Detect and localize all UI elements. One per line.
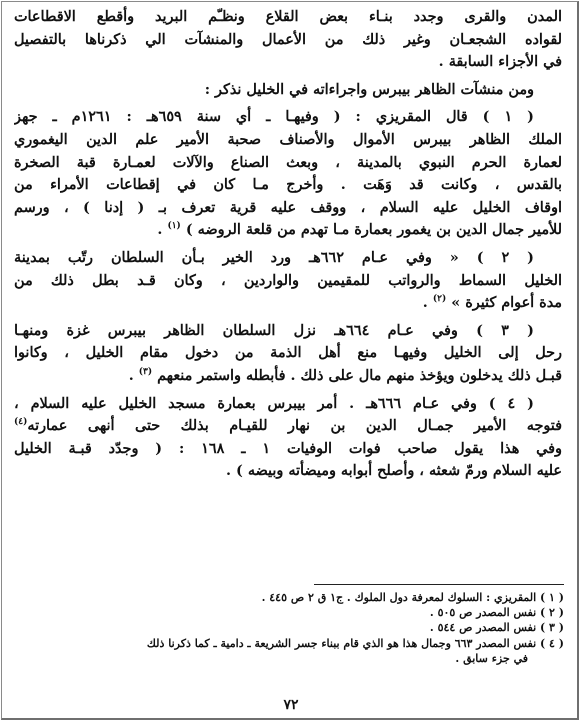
- text-span: فتوجه الأمير جمـال الدين بن نهار للقيـام بذلك حتى أنهى عمارته: [27, 417, 562, 435]
- page-body: [14, 6, 562, 483]
- lead-line: ومن منشآت الظاهر بيبرس واجراءاته في الخليل نذكر :: [204, 80, 534, 98]
- footnote-marker: (٤): [14, 417, 28, 428]
- text-span: للأمير جمال الدين بن يغمور بعمارة مـا تهدم من قلعة الروضه ): [185, 221, 562, 239]
- text-line: اوقاف الخليل عليه السلام ، ووقف عليه قرية تعرف بـ ( إدنا ) ، ورسم: [14, 198, 562, 216]
- text-line: في الأجزاء السابقة .: [438, 53, 562, 71]
- text-line: الخليل السماط والرواتب للمقيمين والواردين ، وكان قـد بطل ذلك من: [14, 271, 562, 289]
- text-line: الملك الظاهر بيبرس الأموال والأصناف صحبة الأمير علم الدين اليغموري: [14, 130, 562, 148]
- text-line: بالقدس ، وكانت قد وَهَت . وأخرج مـا كان في إقطاعات الأمراء من: [14, 176, 562, 194]
- item-3: [14, 320, 562, 388]
- footnote-marker: (١): [167, 221, 181, 232]
- footnote-1: ( ١ ) المقريزي : السلوك لمعرفة دول الملوك . ج١ ق ٢ ص ٤٤٥ .: [261, 591, 564, 604]
- footnotes: [44, 590, 564, 666]
- text-line-with-note: قبـل ذلك يدخلون ويؤخذ منهم مال على ذلك . فأبطله واستمر منعهم $^{(٣)}$ .: [128, 366, 562, 384]
- footnote-divider: [314, 584, 564, 585]
- footnote-3: ( ٣ ) نفس المصدر ص ٥٤٤ .: [429, 621, 564, 635]
- text-line: ( ٢ ) « وفي عـام ٦٦٢هـ ورد الخير بـأن السلطان رتّب بمدينة: [14, 248, 534, 266]
- text-line: لقواده الشجعـان وغير ذلك من الأعمال والمنشآت الي ذكرناها بالتفصيل: [14, 30, 562, 48]
- page-number: ٧٢: [283, 697, 299, 713]
- text-span: عليه السلام ورمّ شعثه ، وأصلح أبوابه وميضأته وبيضه ): [236, 462, 562, 480]
- footnote-marker: (٣): [138, 367, 153, 378]
- text-line-with-note: مدة أعوام كثيرة » $^{(٢)}$ .: [422, 294, 562, 312]
- intro-paragraph: [14, 6, 562, 74]
- footnote-4: ( ٤ ) نفس المصدر ٦٦٣ وجمال هذا هو الذي قام ببناء جسر الشريعة ـ دامية ـ كما ذكرنا ذلك: [146, 636, 564, 650]
- footnote-4-continued: في جزء سابق .: [455, 651, 528, 665]
- text-span: مدة أعوام كثيرة »: [451, 294, 562, 312]
- text-line-with-note: للأمير جمال الدين بن يغمور بعمارة مـا تهدم من قلعة الروضه ) $^{(١)}$ .: [157, 221, 562, 239]
- text-line: ( ١ ) قال المقريزي : ( وفيهـا ـ أي سنة ٦٥٩هـ : ١٢٦١م ـ جهز: [14, 108, 534, 126]
- text-line: المدن والقرى وجدد بنـاء بعض القلاع ونظـّم البريد وأقطع الاقطاعات: [14, 8, 562, 25]
- text-line: ( ٤ ) وفي عـام ٦٦٦هـ . أمر بيبرس بعمارة مسجد الخليل عليه السلام ،: [14, 394, 534, 412]
- text-line: وفي هذا يقول صاحب فوات الوفيات ١ ـ ١٦٨ : ( وجدّد قبـة الخليل: [14, 439, 562, 457]
- item-1: [14, 106, 562, 242]
- item-2: [14, 247, 562, 315]
- footnote-2: ( ٢ ) نفس المصدر ص ٥٠٥ .: [429, 606, 564, 620]
- text-line: عليه السلام ورمّ شعثه ، وأصلح أبوابه وميضأته وبيضه ) .: [225, 462, 562, 480]
- text-span: قبـل ذلك يدخلون ويؤخذ منهم مال على ذلك . فأبطله واستمر منعهم: [157, 366, 562, 384]
- text-line: لعمارة الحرم النبوي بالمدينة ، وبعث الصناع والآلات لعمـارة قبة الصخرة: [14, 153, 562, 171]
- text-line: ( ٣ ) وفي عـام ٦٦٤هـ نزل السلطان الظاهر بيبرس غزة ومنهـا: [14, 321, 534, 339]
- text-line: رحل إلى الخليل وفيهـا منع أهل الذمة من دخول مقام الخليل ، وكانوا: [14, 344, 562, 362]
- text-line-with-note: [14, 415, 562, 438]
- footnote-marker: (٢): [432, 294, 447, 305]
- item-4: [14, 393, 562, 483]
